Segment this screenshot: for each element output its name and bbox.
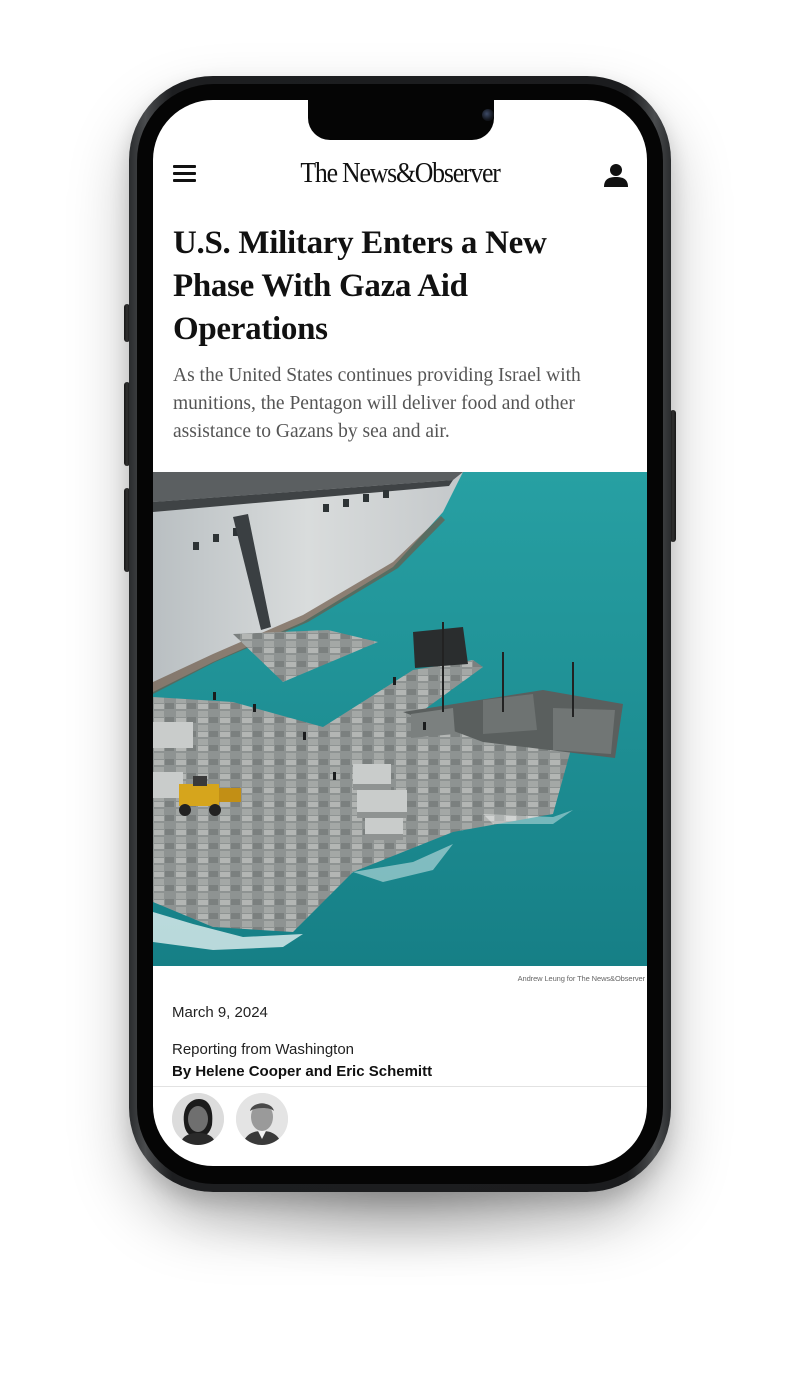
byline[interactable]: By Helene Cooper and Eric Schemitt (172, 1063, 433, 1080)
dateline: Reporting from Washington (172, 1041, 355, 1058)
front-camera (482, 109, 494, 121)
article-headline: U.S. Military Enters a New Phase With Gaza Aid Operations (173, 225, 547, 347)
site-logo[interactable]: The News&Observer (300, 158, 500, 189)
article-photo[interactable] (153, 472, 647, 966)
phone-screen (153, 100, 647, 1166)
article-dek: As the United States continues providing Israel with munitions, the Pentagon will deliver food and other assistance to Gazans by sea and air. (173, 365, 581, 442)
author-avatar-eric-schmitt[interactable] (236, 1093, 288, 1145)
publish-date: March 9, 2024 (172, 1004, 268, 1021)
author-avatar-helene-cooper[interactable] (172, 1093, 224, 1145)
notch (308, 100, 494, 140)
divider (153, 1086, 647, 1087)
user-account-icon[interactable] (603, 162, 629, 188)
photo-credit: Andrew Leung for The News&Observer (517, 974, 645, 983)
site-header (153, 152, 647, 200)
